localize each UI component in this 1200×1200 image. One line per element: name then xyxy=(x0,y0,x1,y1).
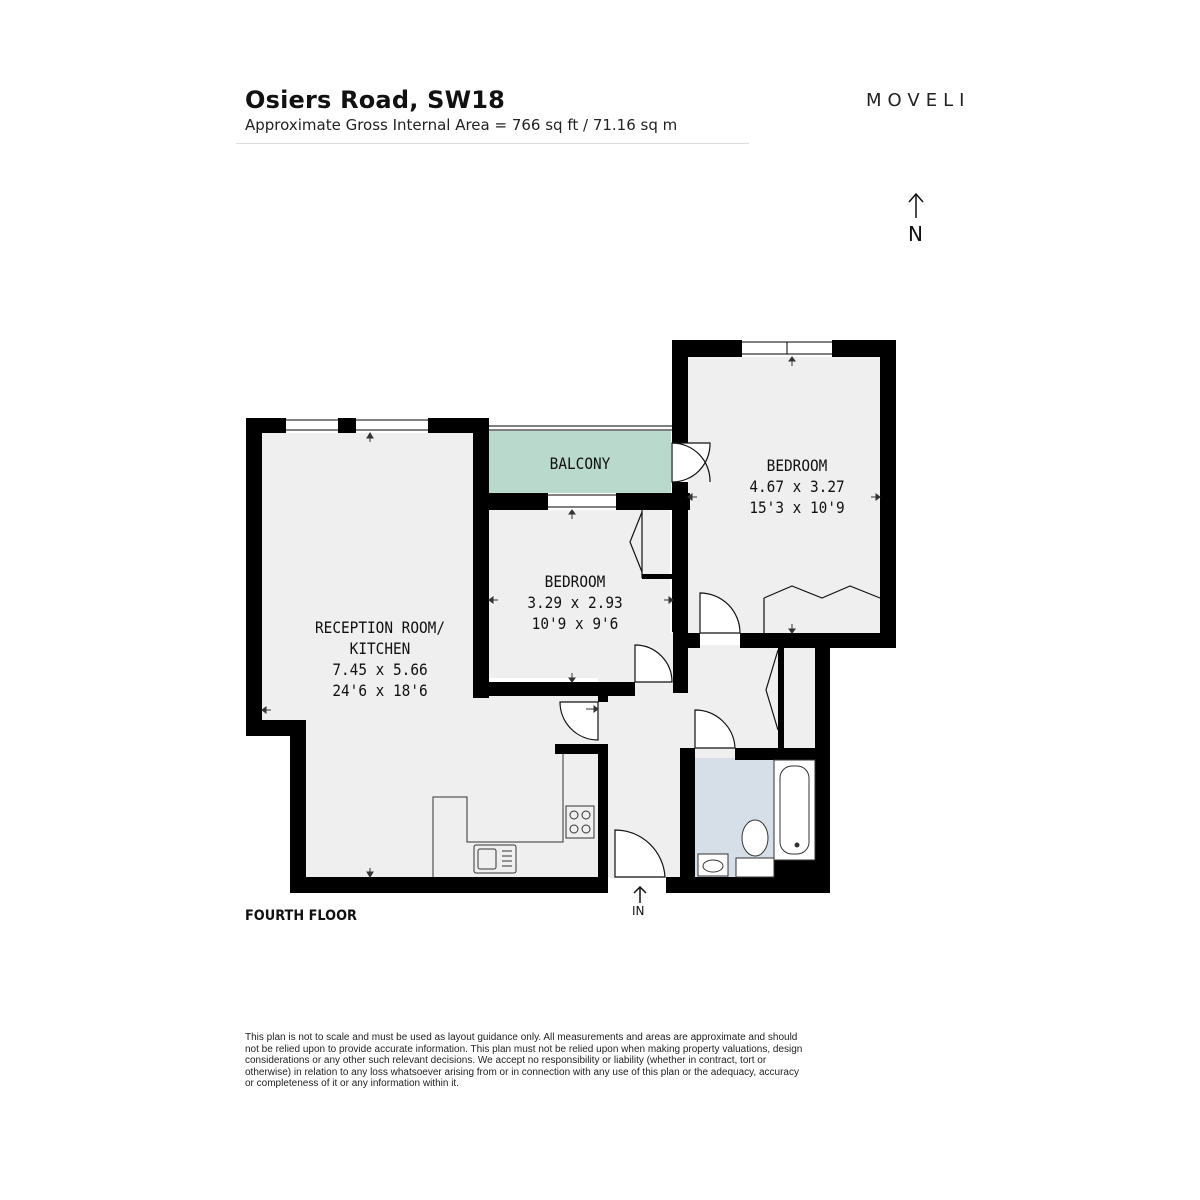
balcony-label: BALCONY xyxy=(549,454,611,473)
entrance-arrow-icon xyxy=(634,887,646,903)
area-subtitle: Approximate Gross Internal Area = 766 sq ft / 71.16 sq m xyxy=(245,116,678,134)
bedroom-1-imperial: 15'3 x 10'9 xyxy=(749,498,845,517)
disclaimer-text: This plan is not to scale and must be used as layout guidance only. All measurements and areas are approximate and should not be relied upon to provide accurate information. This plan must not be relied upon when making property valuations, design considerations or any other such relevant decisions. We accept no responsibility or liability (whether in contract, tort or otherwise) in relation to any loss whatsoever arising from or in connection with any use of this plan or the adequacy, accuracy or completeness of it or any information within it. xyxy=(245,1032,803,1090)
reception-label xyxy=(295,617,466,701)
floor-label: FOURTH FLOOR xyxy=(245,908,357,924)
bedroom-1-name: BEDROOM xyxy=(766,456,828,475)
bedroom-2-label xyxy=(512,571,638,634)
reception-metric: 7.45 x 5.66 xyxy=(332,660,428,679)
bedroom-2-imperial: 10'9 x 9'6 xyxy=(531,614,619,633)
page-title: Osiers Road, SW18 xyxy=(245,86,506,114)
bedroom-1-label xyxy=(734,455,860,518)
north-label: N xyxy=(908,222,923,246)
bedroom-2-metric: 3.29 x 2.93 xyxy=(527,593,623,612)
bedroom-1-metric: 4.67 x 3.27 xyxy=(749,477,845,496)
bedroom-2-name: BEDROOM xyxy=(544,572,606,591)
entrance-label: IN xyxy=(632,904,645,918)
brand-logo: MOVELI xyxy=(866,90,971,111)
reception-name-line1: RECEPTION ROOM/ xyxy=(314,618,446,637)
reception-name-line2: KITCHEN xyxy=(349,639,411,658)
reception-imperial: 24'6 x 18'6 xyxy=(332,681,428,700)
